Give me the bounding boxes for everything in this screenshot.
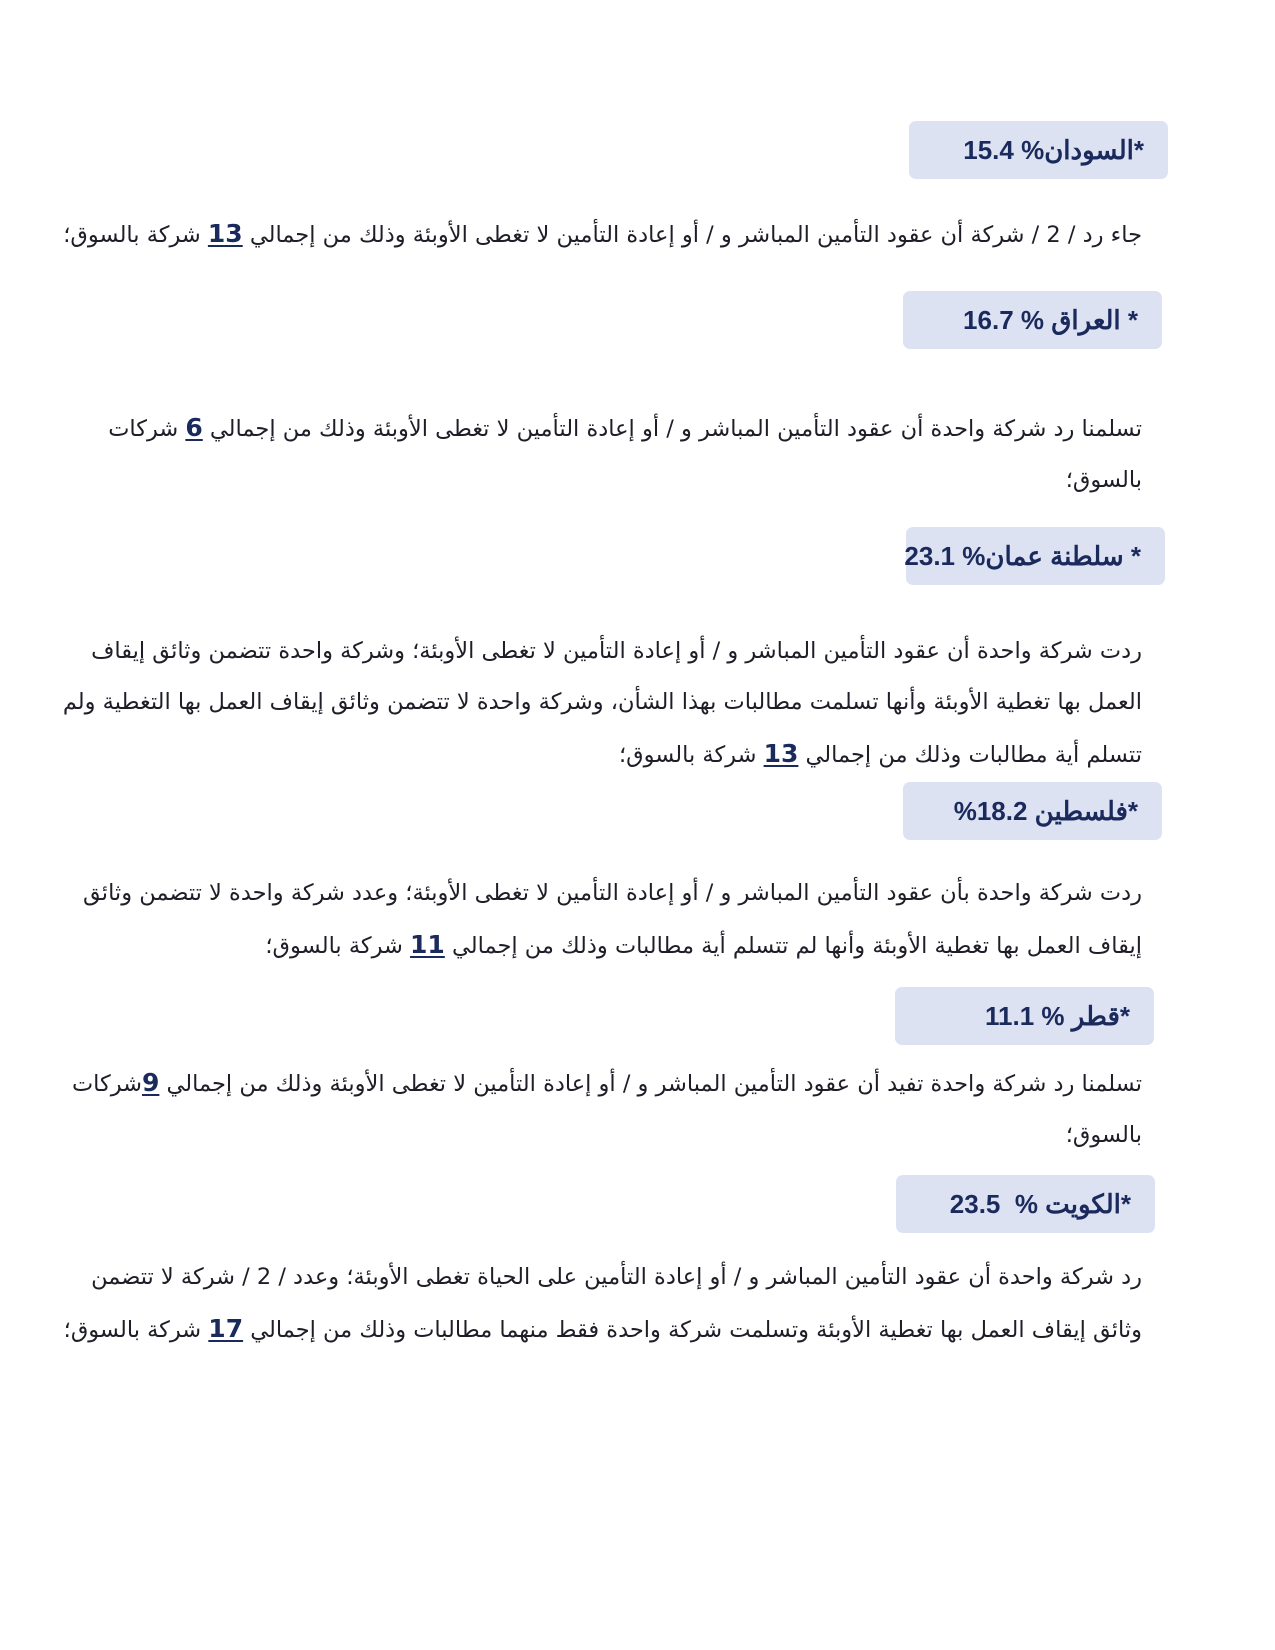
heading-iraq	[903, 291, 1162, 349]
heading-qatar	[895, 987, 1154, 1045]
heading-text: * سلطنة عمان% 23.1	[904, 540, 1141, 571]
heading-text: *فلسطين 18.2%	[953, 795, 1138, 826]
paragraph-line: رد شركة واحدة أن عقود التأمين المباشر و / أو إعادة التأمين على الحياة تغطى الأوبئة؛ وعدد / 2 / شركة لا تتضمن	[91, 1264, 1142, 1290]
company-total-number: 13	[207, 219, 243, 248]
paragraph-line: تسلمنا رد شركة واحدة أن عقود التأمين المباشر و / أو إعادة التأمين لا تغطى الأوبئة وذلك من إجمالي 6 شركات	[108, 413, 1142, 442]
paragraph-iraq	[108, 402, 1142, 506]
paragraph-line: بالسوق؛	[1065, 1122, 1142, 1148]
paragraph-line: تتسلم أية مطالبات وذلك من إجمالي 13 شركة بالسوق؛	[618, 739, 1142, 768]
paragraph-line: ردت شركة واحدة بأن عقود التأمين المباشر و / أو إعادة التأمين لا تغطى الأوبئة؛ وعدد شركة واحدة لا تتضمن وثائق	[83, 880, 1142, 906]
company-total-number: 11	[410, 930, 445, 959]
paragraph-line: ردت شركة واحدة أن عقود التأمين المباشر و / أو إعادة التأمين لا تغطى الأوبئة؛ وشركة واحدة تتضمن وثائق إيقاف	[91, 638, 1142, 664]
paragraph-line: إيقاف العمل بها تغطية الأوبئة وأنها لم تتسلم أية مطالبات وذلك من إجمالي 11 شركة بالسوق؛	[265, 930, 1142, 959]
company-total-number: 6	[185, 413, 203, 442]
heading-oman	[906, 527, 1165, 585]
heading-text: *السودان% 15.4	[963, 134, 1144, 165]
paragraph-line: بالسوق؛	[1065, 467, 1142, 493]
paragraph-qatar	[72, 1057, 1142, 1161]
heading-text: *قطر % 11.1	[985, 1000, 1130, 1031]
paragraph-line: تسلمنا رد شركة واحدة تفيد أن عقود التأمين المباشر و / أو إعادة التأمين لا تغطى الأوبئة وذلك من إجمالي 9شركات	[71, 1068, 1142, 1097]
paragraph-line: وثائق إيقاف العمل بها تغطية الأوبئة وتسلمت شركة واحدة فقط منهما مطالبات وذلك من إجمالي 17 شركة بالسوق؛	[63, 1314, 1142, 1343]
paragraph-line: العمل بها تغطية الأوبئة وأنها تسلمت مطالبات بهذا الشأن، وشركة واحدة لا تتضمن وثائق إيقاف العمل بها التغطية ولم	[62, 689, 1142, 715]
heading-palestine	[903, 782, 1162, 840]
paragraph-sudan	[63, 208, 1142, 261]
heading-text: *الكويت % 23.5	[949, 1188, 1131, 1219]
company-total-number: 13	[763, 739, 799, 768]
paragraph-line: جاء رد / 2 / شركة أن عقود التأمين المباشر و / أو إعادة التأمين لا تغطى الأوبئة وذلك من إجمالي 13 شركة بالسوق؛	[63, 219, 1142, 248]
paragraph-palestine	[83, 868, 1142, 972]
heading-kuwait	[896, 1175, 1155, 1233]
paragraph-kuwait	[64, 1252, 1142, 1356]
heading-sudan	[909, 121, 1168, 179]
company-total-number: 9	[141, 1068, 160, 1097]
heading-text: * العراق % 16.7	[963, 304, 1138, 335]
paragraph-oman	[63, 626, 1142, 781]
company-total-number: 17	[208, 1314, 244, 1343]
